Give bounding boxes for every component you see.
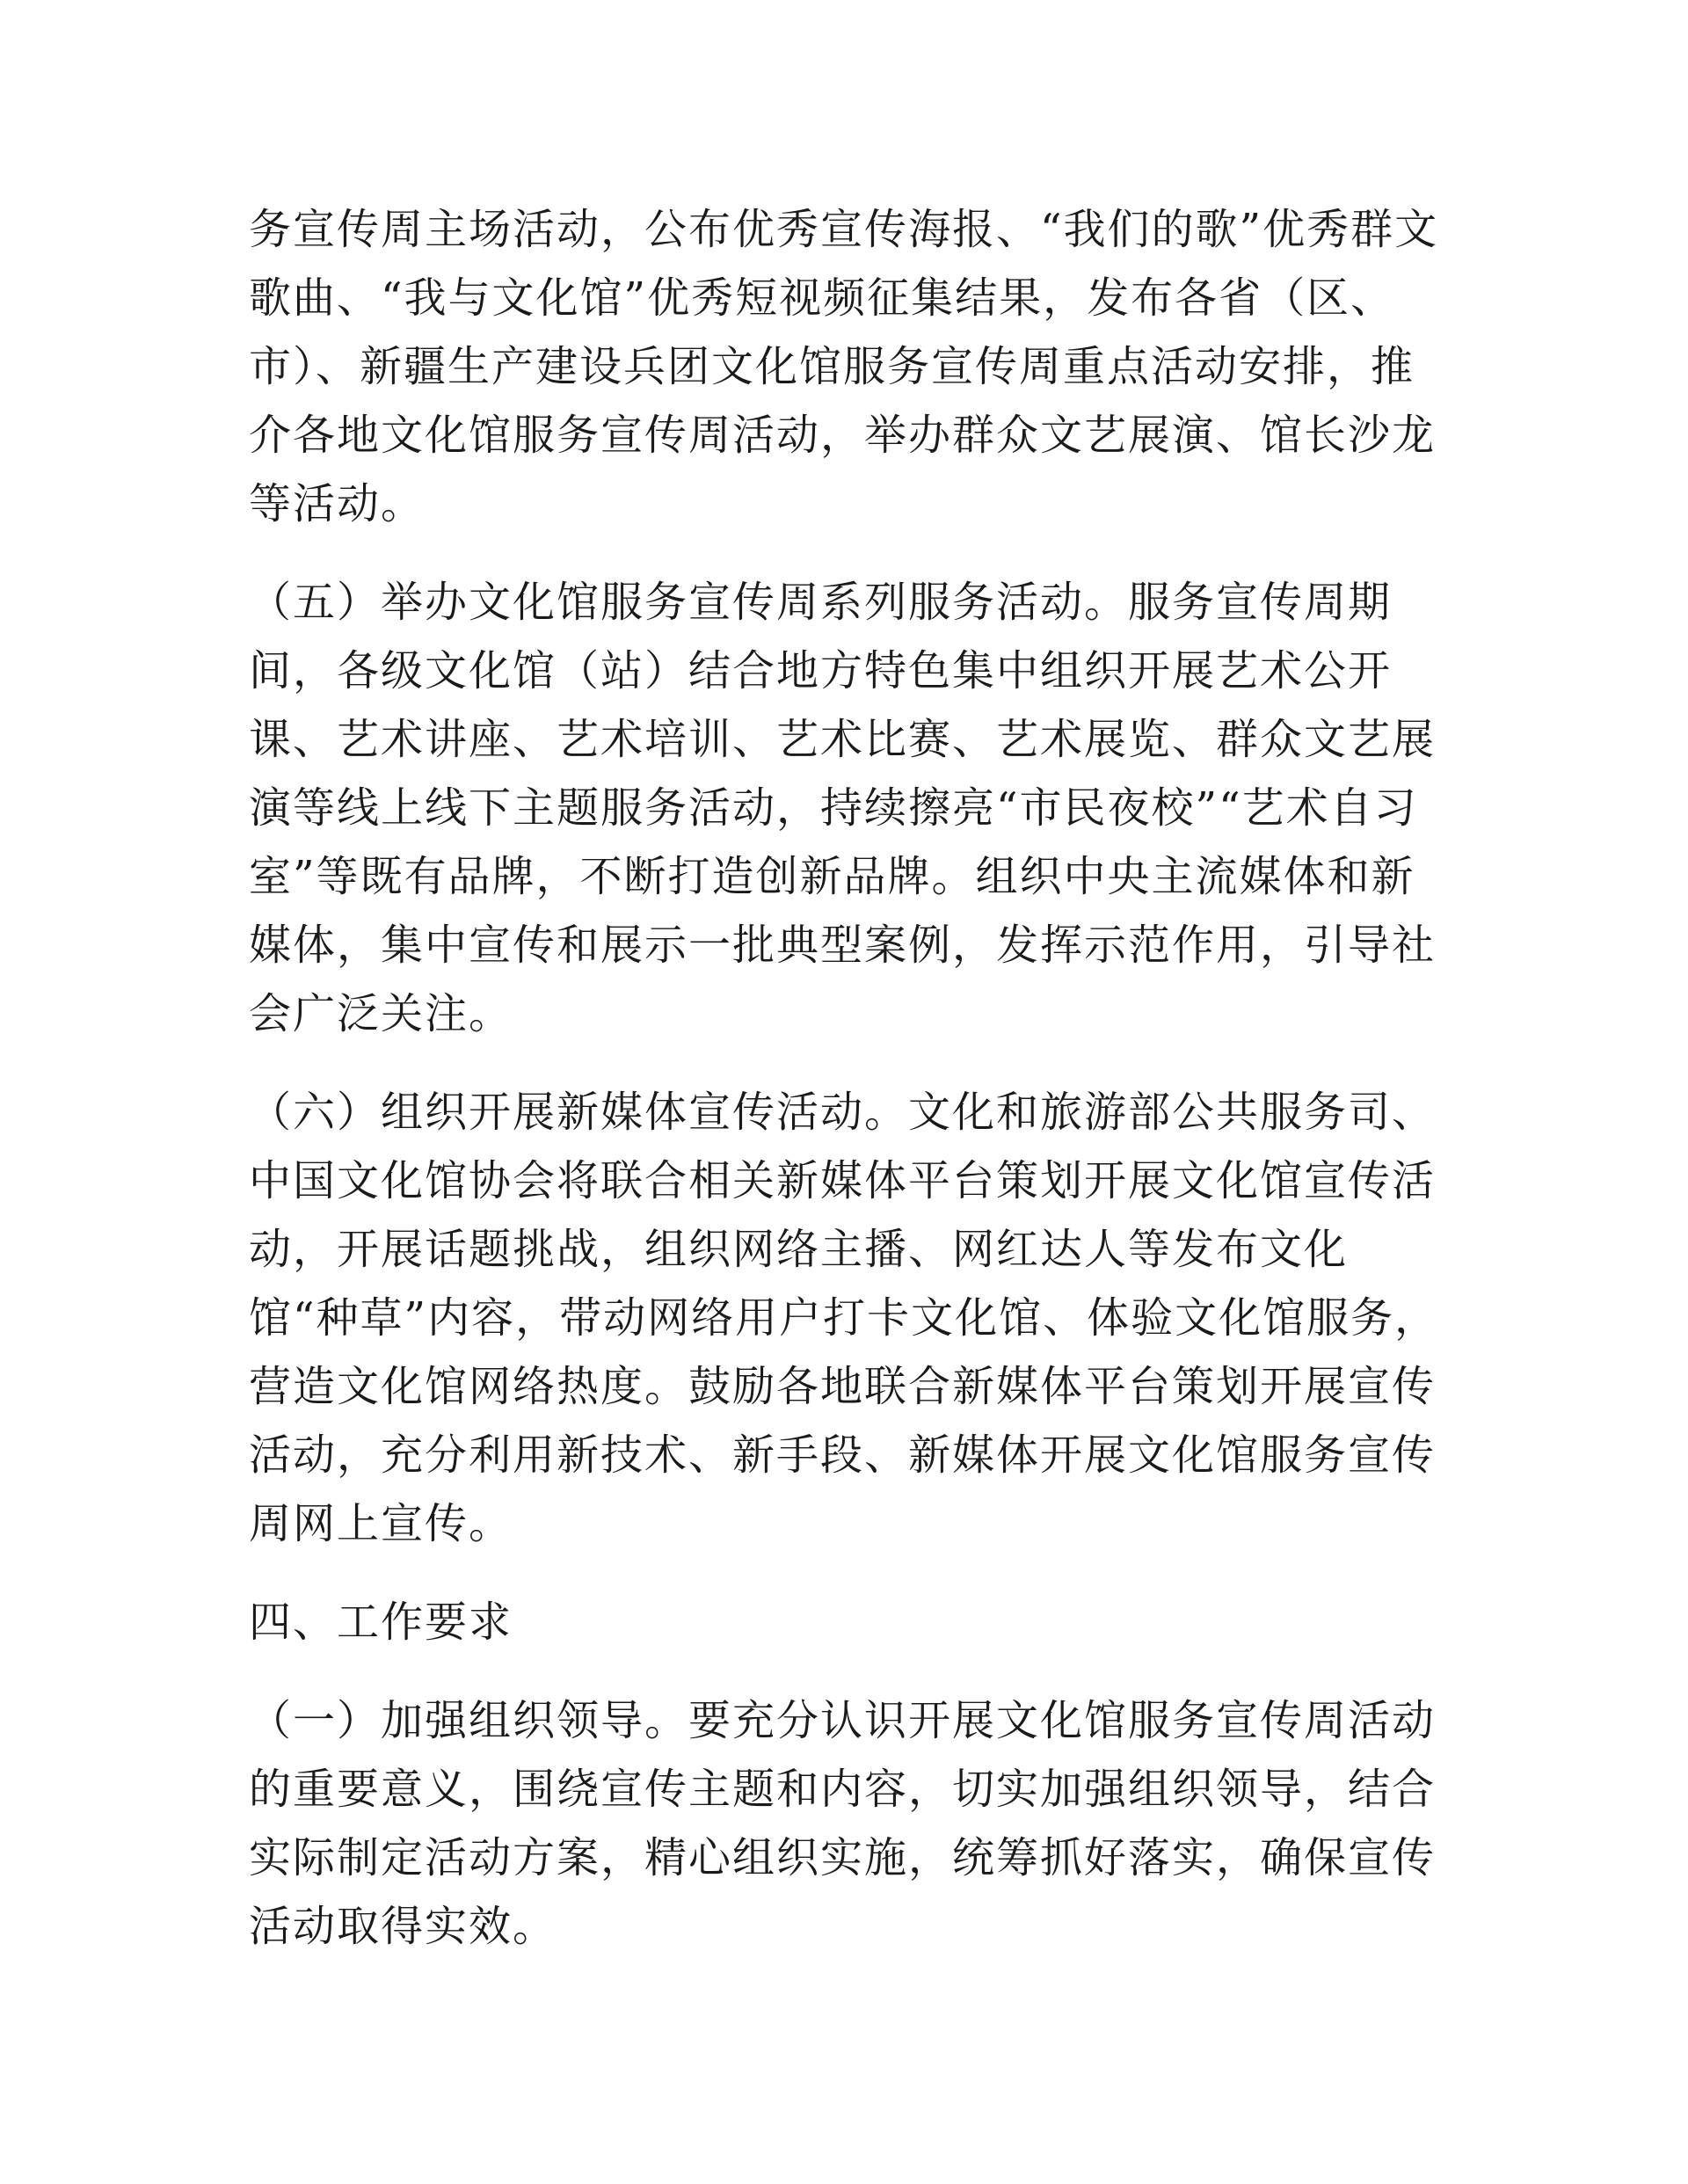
text-line: 歌曲、“我与文化馆”优秀短视频征集结果，发布各省（区、 [249, 273, 1395, 323]
text-line: 实际制定活动方案，精心组织实施，统筹抓好落实，确保宣传 [249, 1833, 1437, 1882]
text-line: 周网上宣传。 [249, 1499, 513, 1548]
text-line: 务宣传周主场活动，公布优秀宣传海报、“我们的歌”优秀群文 [249, 205, 1439, 254]
text-line: 介各地文化馆服务宣传周活动，举办群众文艺展演、馆长沙龙 [249, 411, 1437, 460]
text-line: 媒体，集中宣传和展示一批典型案例，发挥示范作用，引导社 [249, 921, 1437, 970]
text-line: 间，各级文化馆（站）结合地方特色集中组织开展艺术公开 [249, 646, 1393, 695]
text-line: 活动，充分利用新技术、新手段、新媒体开展文化馆服务宣传 [249, 1431, 1437, 1480]
text-line: 等活动。 [249, 479, 426, 528]
text-line: 室”等既有品牌，不断打造创新品牌。组织中央主流媒体和新 [249, 852, 1415, 901]
paragraph-item-six [249, 1078, 1444, 1558]
text-line: 活动取得实效。 [249, 1902, 557, 1951]
text-line: 会广泛关注。 [249, 989, 513, 1038]
paragraph-item-five [249, 568, 1444, 1048]
text-line: 馆“种草”内容，带动网络用户打卡文化馆、体验文化馆服务， [249, 1293, 1439, 1343]
text-line: （五）举办文化馆服务宣传周系列服务活动。服务宣传周期 [249, 578, 1393, 627]
text-line: 课、艺术讲座、艺术培训、艺术比赛、艺术展览、群众文艺展 [249, 715, 1437, 764]
document-page [249, 195, 1444, 1961]
text-line: 中国文化馆协会将联合相关新媒体平台策划开展文化馆宣传活 [249, 1156, 1437, 1205]
text-line: （六）组织开展新媒体宣传活动。文化和旅游部公共服务司、 [249, 1088, 1437, 1137]
paragraph-activities-intro [249, 195, 1444, 538]
text-line: （一）加强组织领导。要充分认识开展文化馆服务宣传周活动 [249, 1696, 1437, 1745]
section-heading-text: 四、工作要求 [249, 1598, 513, 1647]
text-line: 营造文化馆网络热度。鼓励各地联合新媒体平台策划开展宣传 [249, 1362, 1437, 1411]
paragraph-item-one [249, 1686, 1444, 1961]
section-heading-work-requirements [249, 1588, 1444, 1656]
text-line: 演等线上线下主题服务活动，持续擦亮“市民夜校”“艺术自习 [249, 783, 1418, 833]
text-line: 动，开展话题挑战，组织网络主播、网红达人等发布文化 [249, 1225, 1349, 1274]
text-line: 的重要意义，围绕宣传主题和内容，切实加强组织领导，结合 [249, 1765, 1437, 1814]
text-line: 市）、新疆生产建设兵团文化馆服务宣传周重点活动安排，推 [249, 342, 1415, 391]
